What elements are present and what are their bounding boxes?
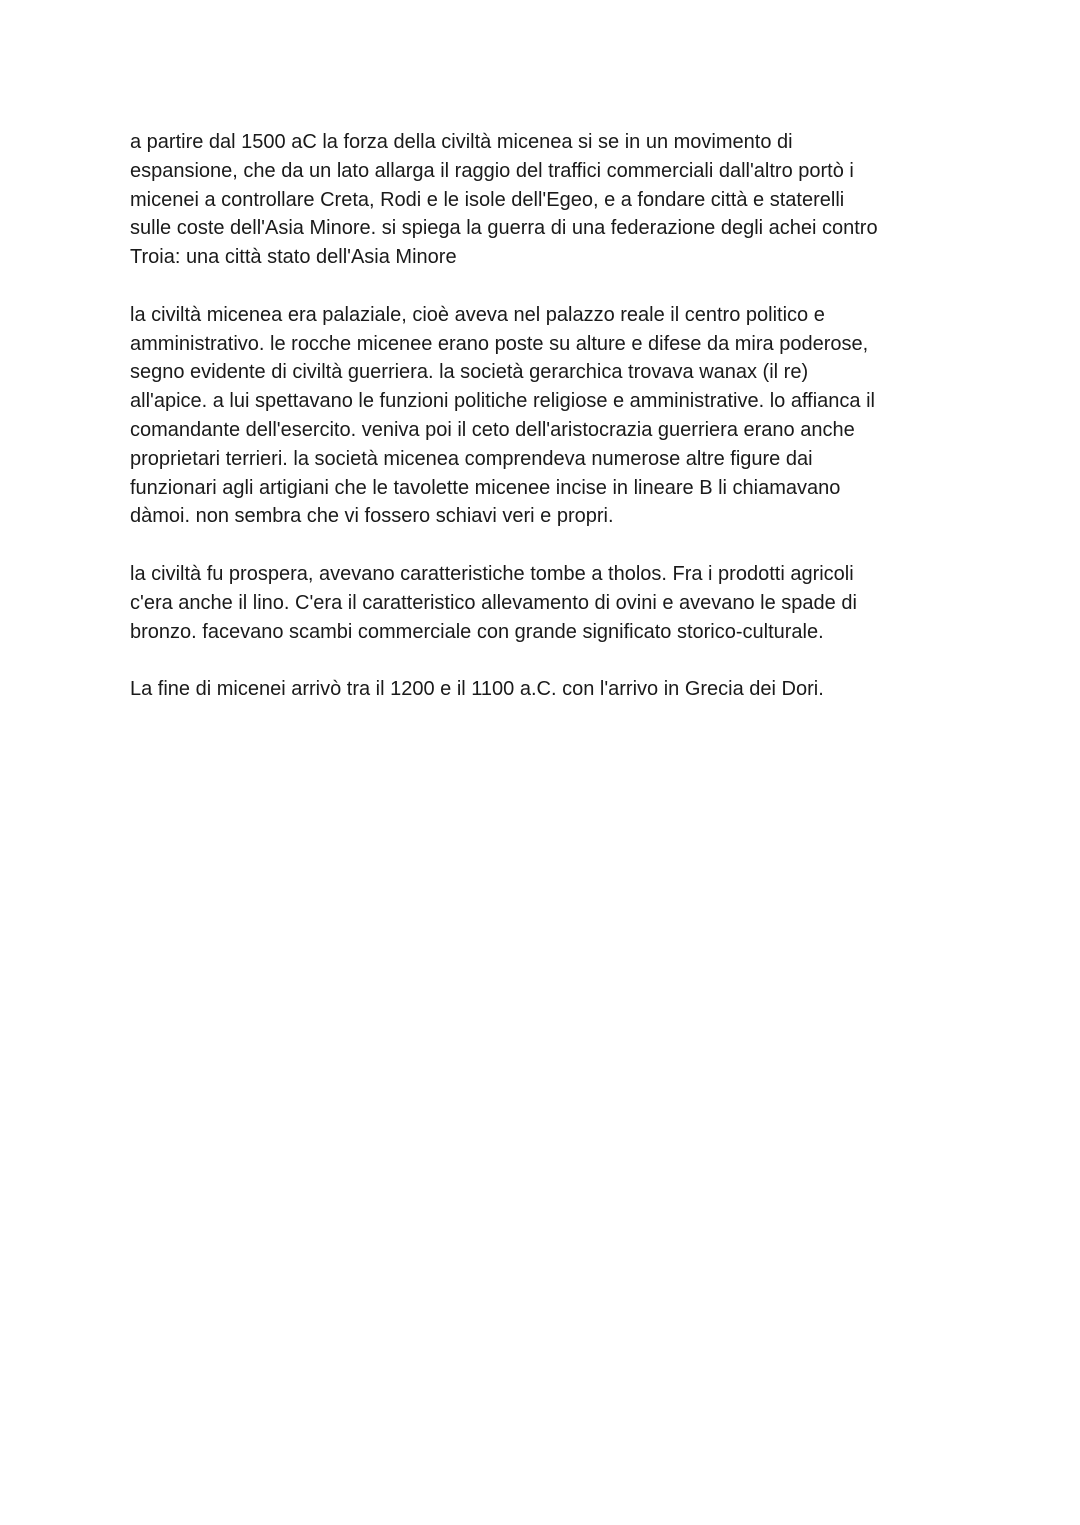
text-line: Troia: una città stato dell'Asia Minore (130, 246, 457, 269)
text-line: funzionari agli artigiani che le tavolette micenee incise in lineare B li chiamavano (130, 476, 841, 499)
text-line: bronzo. facevano scambi commerciale con grande significato storico-culturale. (130, 620, 824, 643)
text-line: segno evidente di civiltà guerriera. la società gerarchica trovava wanax (il re) (130, 361, 809, 384)
text-line: la civiltà micenea era palaziale, cioè aveva nel palazzo reale il centro politico e (130, 303, 825, 326)
paragraph-prosperity (130, 560, 960, 646)
text-line: micenei a controllare Creta, Rodi e le isole dell'Egeo, e a fondare città e staterelli (130, 188, 845, 211)
paragraph-palatial-society (130, 301, 960, 531)
paragraph-end-of-mycenaeans (130, 675, 960, 704)
text-line: sulle coste dell'Asia Minore. si spiega la guerra di una federazione degli achei contro (130, 217, 878, 240)
text-line: proprietari terrieri. la società micenea comprendeva numerose altre figure dai (130, 447, 813, 470)
text-line: La fine di micenei arrivò tra il 1200 e il 1100 a.C. con l'arrivo in Grecia dei Dori. (130, 678, 824, 701)
text-line: amministrativo. le rocche micenee erano poste su alture e difese da mira poderose, (130, 332, 869, 355)
document-body (130, 128, 960, 733)
text-line: all'apice. a lui spettavano le funzioni politiche religiose e amministrative. lo affianca il (130, 390, 875, 413)
text-line: a partire dal 1500 aC la forza della civiltà micenea si se in un movimento di (130, 131, 793, 153)
paragraph-mycenaean-expansion (130, 128, 960, 272)
text-line: espansione, che da un lato allarga il raggio del traffici commerciali dall'altro portò i (130, 159, 854, 182)
text-line: comandante dell'esercito. veniva poi il ceto dell'aristocrazia guerriera erano anche (130, 418, 855, 441)
text-line: la civiltà fu prospera, avevano caratteristiche tombe a tholos. Fra i prodotti agricoli (130, 562, 854, 585)
text-line: c'era anche il lino. C'era il caratteristico allevamento di ovini e avevano le spade di (130, 591, 857, 614)
text-line: dàmoi. non sembra che vi fossero schiavi veri e propri. (130, 505, 614, 528)
